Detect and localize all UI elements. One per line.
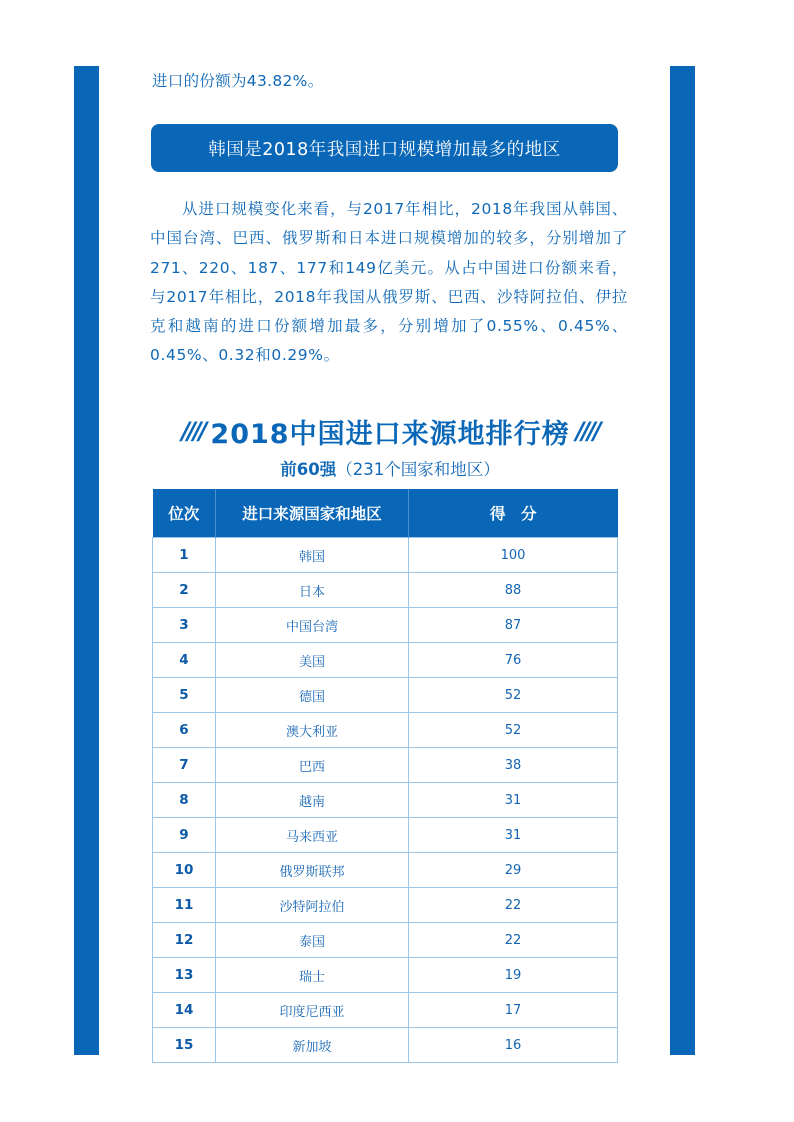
ranking-table — [152, 489, 618, 1063]
score-cell: 19 — [409, 958, 618, 993]
body-paragraph: 从进口规模变化来看，与2017年相比，2018年我国从韩国、中国台湾、巴西、俄罗斯和日本进口规模增加的较多，分别增加了271、220、187、177和149亿美元。从占中国进口份额来看，与2017年相比，2018年我国从俄罗斯、巴西、沙特阿拉伯、伊拉克和越南的进口份额增加最多，分别增加了0.55%、0.45%、0.45%、0.32和0.29%。 — [150, 200, 628, 365]
ranking-title-text: 2018中国进口来源地排行榜 — [210, 418, 570, 450]
table-row — [153, 573, 618, 608]
rank-cell: 10 — [153, 853, 216, 888]
score-cell: 31 — [409, 783, 618, 818]
score-cell: 22 — [409, 888, 618, 923]
table-row — [153, 678, 618, 713]
table-row — [153, 888, 618, 923]
header-score: 得 分 — [409, 489, 618, 538]
score-cell: 16 — [409, 1028, 618, 1063]
score-cell: 29 — [409, 853, 618, 888]
score-cell: 52 — [409, 678, 618, 713]
rank-cell: 1 — [153, 538, 216, 573]
right-decorative-bar — [670, 66, 695, 1055]
rank-cell: 7 — [153, 748, 216, 783]
rank-cell: 9 — [153, 818, 216, 853]
rank-cell: 11 — [153, 888, 216, 923]
slash-decoration-right: //// — [575, 417, 599, 445]
table-row — [153, 538, 618, 573]
region-cell: 巴西 — [216, 748, 409, 783]
table-row — [153, 713, 618, 748]
table-header-row — [153, 489, 618, 538]
rank-cell: 15 — [153, 1028, 216, 1063]
region-cell: 中国台湾 — [216, 608, 409, 643]
rank-cell: 13 — [153, 958, 216, 993]
section-heading-banner — [151, 124, 618, 172]
table-row — [153, 748, 618, 783]
region-cell: 泰国 — [216, 923, 409, 958]
region-cell: 美国 — [216, 643, 409, 678]
score-cell: 76 — [409, 643, 618, 678]
rank-cell: 6 — [153, 713, 216, 748]
rank-cell: 8 — [153, 783, 216, 818]
subtitle-top-count: 前60强 — [280, 460, 337, 479]
score-cell: 17 — [409, 993, 618, 1028]
table-row — [153, 923, 618, 958]
table-row — [153, 608, 618, 643]
table-row — [153, 853, 618, 888]
score-cell: 100 — [409, 538, 618, 573]
rank-cell: 2 — [153, 573, 216, 608]
region-cell: 瑞士 — [216, 958, 409, 993]
region-cell: 印度尼西亚 — [216, 993, 409, 1028]
score-cell: 87 — [409, 608, 618, 643]
intro-text-line: 进口的份额为43.82%。 — [152, 72, 324, 90]
left-decorative-bar — [74, 66, 99, 1055]
table-row — [153, 1028, 618, 1063]
subtitle-total-count: （231个国家和地区） — [336, 460, 500, 479]
region-cell: 俄罗斯联邦 — [216, 853, 409, 888]
rank-cell: 5 — [153, 678, 216, 713]
table-row — [153, 818, 618, 853]
table-row — [153, 783, 618, 818]
table-row — [153, 958, 618, 993]
region-cell: 日本 — [216, 573, 409, 608]
ranking-title — [140, 410, 640, 452]
table-row — [153, 993, 618, 1028]
score-cell: 31 — [409, 818, 618, 853]
score-cell: 38 — [409, 748, 618, 783]
region-cell: 德国 — [216, 678, 409, 713]
region-cell: 沙特阿拉伯 — [216, 888, 409, 923]
region-cell: 马来西亚 — [216, 818, 409, 853]
score-cell: 22 — [409, 923, 618, 958]
rank-cell: 3 — [153, 608, 216, 643]
table-row — [153, 643, 618, 678]
score-cell: 88 — [409, 573, 618, 608]
rank-cell: 14 — [153, 993, 216, 1028]
header-rank: 位次 — [153, 489, 216, 538]
ranking-subtitle — [140, 456, 640, 480]
section-heading-text: 韩国是2018年我国进口规模增加最多的地区 — [208, 139, 561, 160]
rank-cell: 12 — [153, 923, 216, 958]
region-cell: 越南 — [216, 783, 409, 818]
slash-decoration-left: //// — [181, 417, 205, 445]
score-cell: 52 — [409, 713, 618, 748]
region-cell: 澳大利亚 — [216, 713, 409, 748]
rank-cell: 4 — [153, 643, 216, 678]
region-cell: 韩国 — [216, 538, 409, 573]
region-cell: 新加坡 — [216, 1028, 409, 1063]
header-region: 进口来源国家和地区 — [216, 489, 409, 538]
